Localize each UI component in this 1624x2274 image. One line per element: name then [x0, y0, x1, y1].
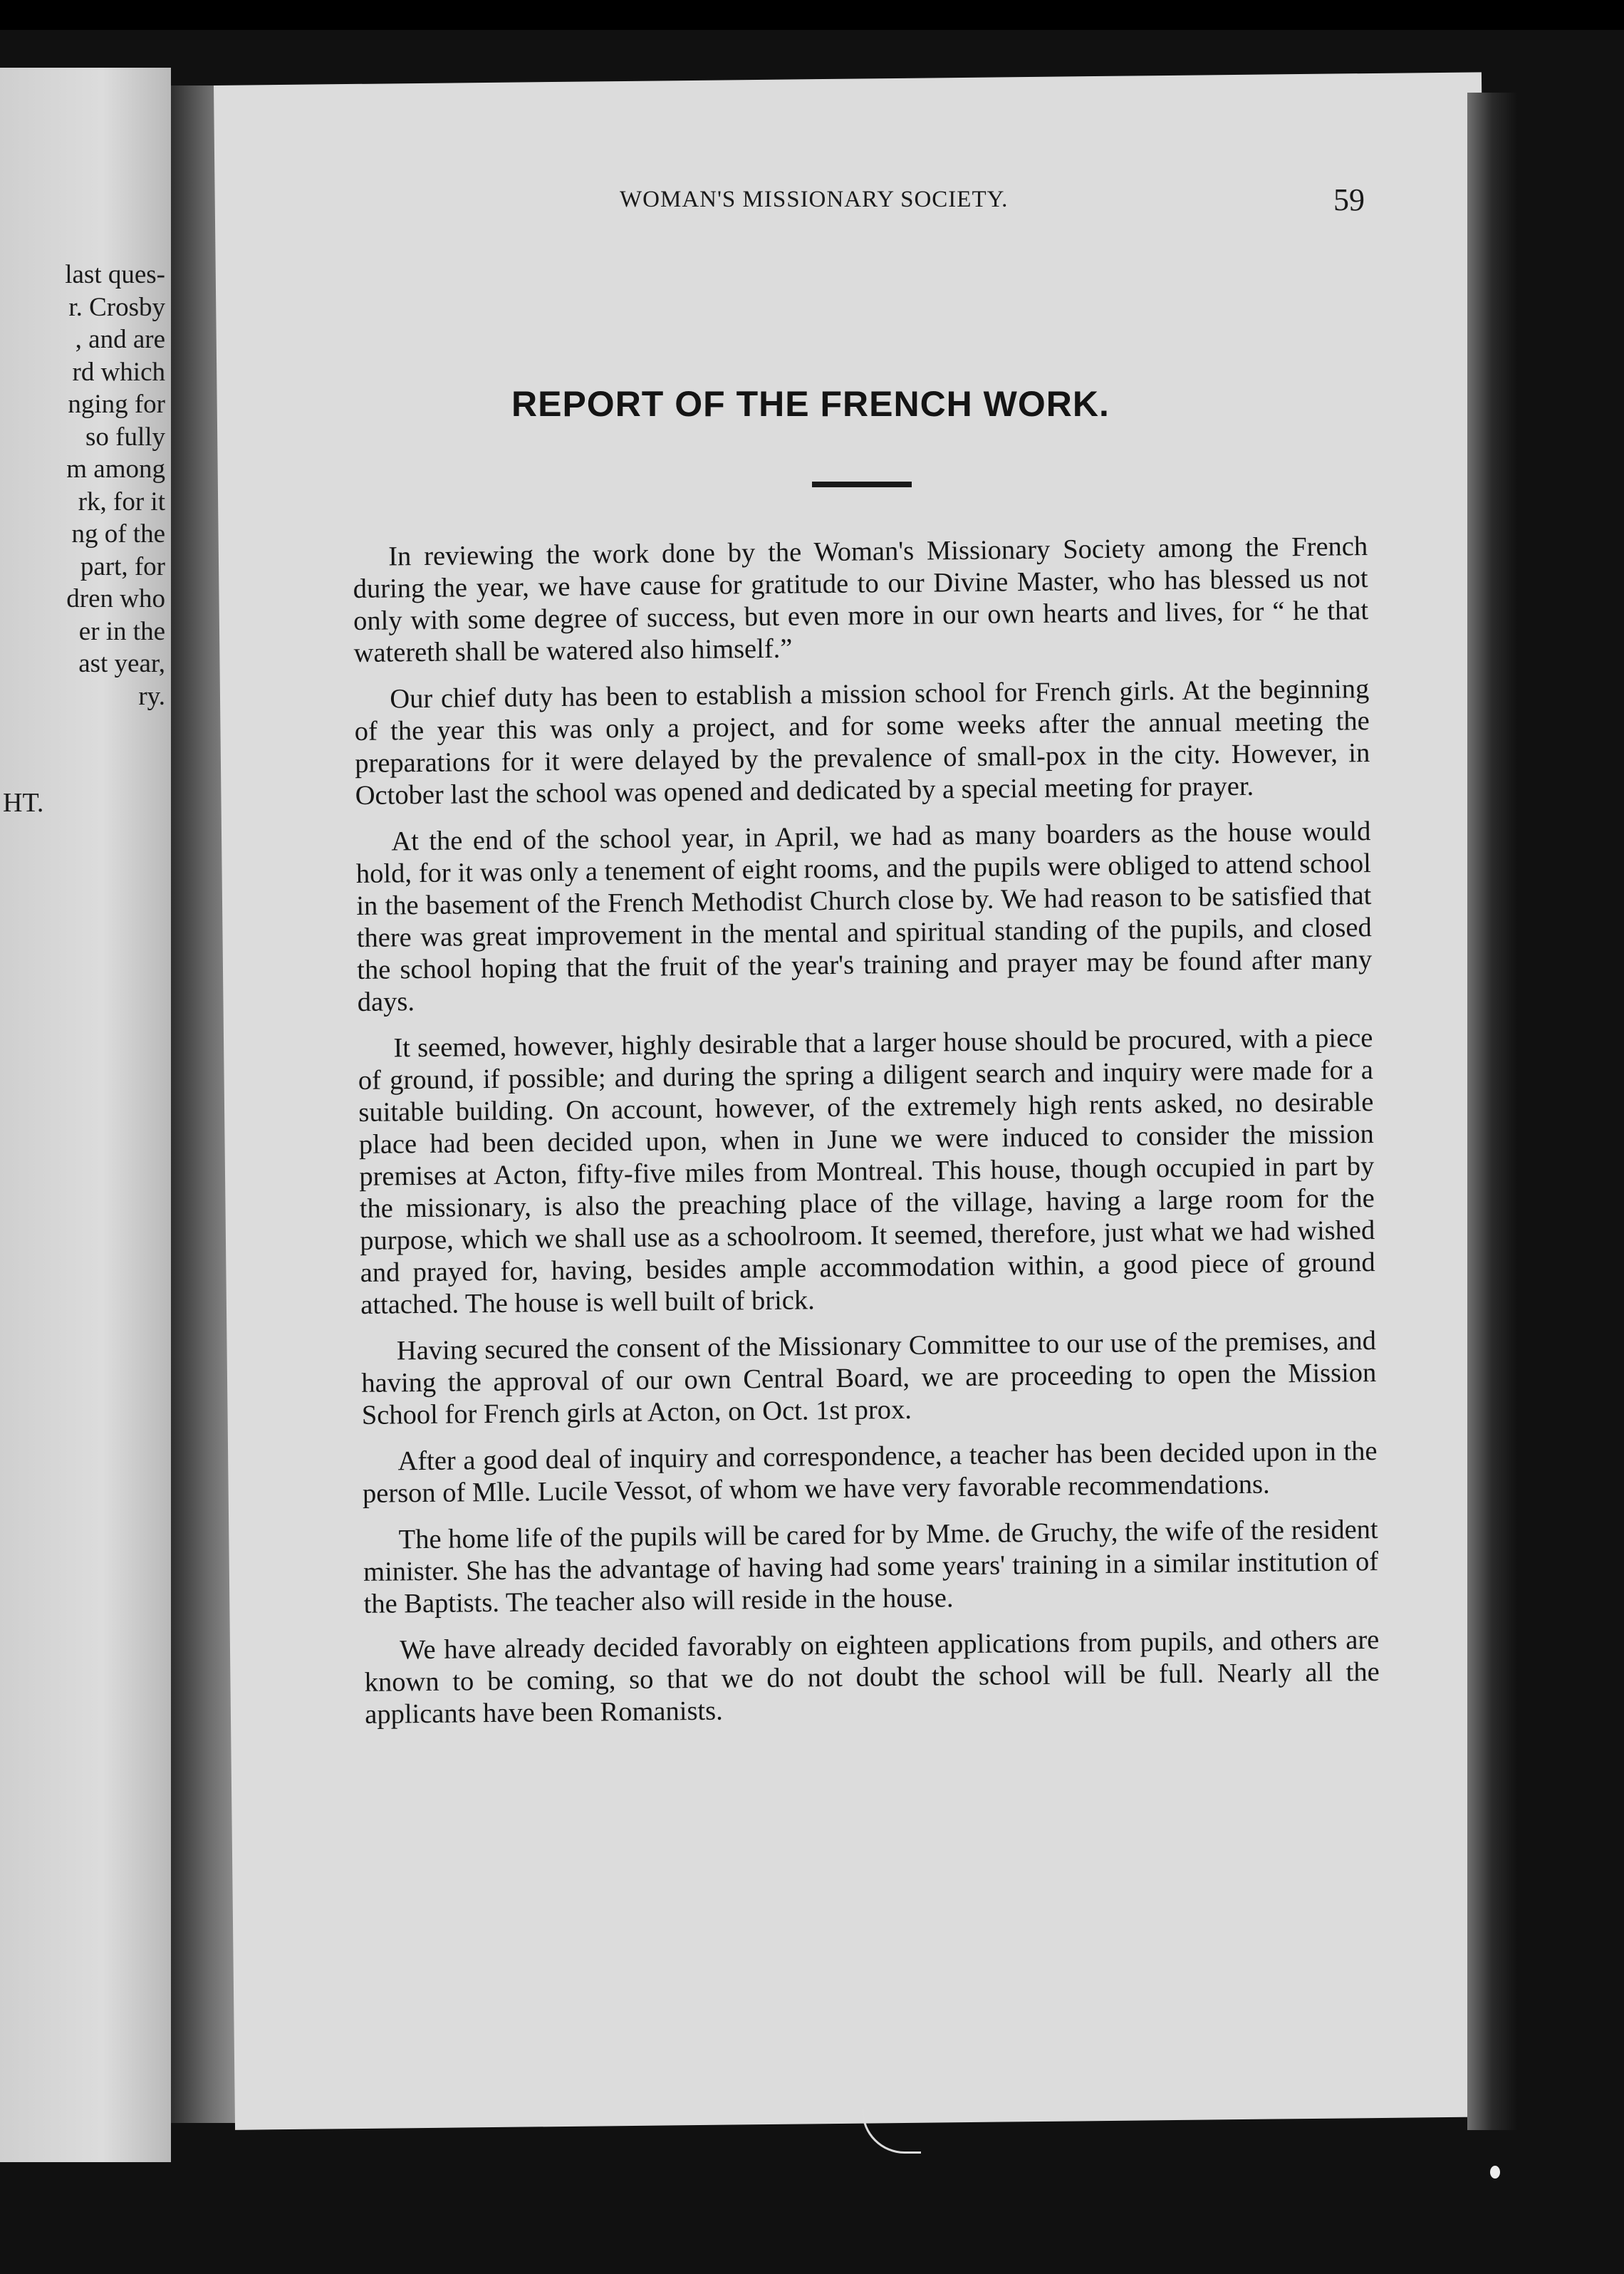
paragraph: It seemed, however, highly desirable that a larger house should be procured, with a piece of ground, if possible; and during the spring a diligent search and inquiry were made for a suitable building. On account, however, of the extremely high rents asked, no desirable place had been decided upon, when in June we were induced to consider the mission premises at Acton, fifty-five miles from Montreal. This house, though occupied in part by the missionary, is also the preaching place of the village, having a large room for the purpose, which we shall use as a schoolroom. It seemed, therefore, just what we had wished and prayed for, having, besides ample accommodation within, a good piece of ground attached. The house is well built of brick.	[358, 1023, 1375, 1320]
paragraph: At the end of the school year, in April, we had as many boarders as the house would hold, for it was only a tenement of eight rooms, and the pupils were obliged to attend school in the basement of the French Methodist Church close by. We had reason to be satisfied that there was great improvement in the mental and spiritual standing of the pupils, and closed the school hoping that the fruit of the year's training and prayer may be found after many days.	[355, 816, 1373, 1017]
left-line: so fully	[85, 422, 165, 452]
left-line: part, for	[80, 551, 165, 581]
paragraph: Our chief duty has been to establish a mission school for French girls. At the beginning of the year this was only a project, and for some weeks after the annual meeting the preparations for it were delayed by the prevalence of small-pox in the city. However, in October last the school was opened and dedicated by a special meeting for prayer.	[354, 674, 1370, 811]
paragraph: The home life of the pupils will be cared for by Mme. de Gruchy, the wife of the resident minister. She has the advantage of having had some years' training in a similar institution of the Baptists. The teacher also will reside in the house.	[363, 1515, 1379, 1619]
running-title: WOMAN'S MISSIONARY SOCIETY.	[620, 187, 1009, 212]
paragraph: After a good deal of inquiry and correspondence, a teacher has been decided upon in the person of Mlle. Lucile Vessot, of whom we have very favorable recommendations.	[362, 1436, 1378, 1509]
left-line: nging for	[68, 390, 165, 419]
left-page	[0, 68, 171, 2162]
left-line: last ques-	[65, 260, 165, 289]
left-line: rk, for it	[78, 487, 165, 516]
left-line: er in the	[78, 616, 165, 646]
scan-artifact	[862, 2109, 921, 2154]
left-line: ry.	[138, 681, 165, 711]
left-line: m among	[66, 455, 165, 484]
film-border	[0, 0, 1624, 30]
article-body	[353, 531, 1380, 1745]
left-line: ng of the	[71, 519, 165, 549]
page-number: 59	[1333, 182, 1365, 217]
article-title: REPORT OF THE FRENCH WORK.	[511, 384, 1110, 424]
paragraph: We have already decided favorably on eighteen applications from pupils, and others are known to be coming, so that we do not doubt the school will be full. Nearly all the applicants have been Romanists.	[364, 1624, 1380, 1730]
title-rule	[812, 482, 912, 487]
page-edge	[1467, 93, 1517, 2130]
paragraph: In reviewing the work done by the Woman's Missionary Society among the French during the year, we have cause for gratitude to our Divine Master, who has blessed us not only with some degree of success, but even more in our own hearts and lives, for “ he that watereth shall be watered also himself.”	[353, 531, 1369, 668]
left-page-heading: HT.	[3, 788, 44, 818]
scan-dot	[1490, 2166, 1500, 2179]
left-line: r. Crosby	[68, 292, 165, 322]
left-line: rd which	[72, 357, 165, 387]
left-page-text	[0, 259, 165, 712]
left-line: ast year,	[78, 649, 165, 678]
paragraph: Having secured the consent of the Missionary Committee to our use of the premises, and having the approval of our own Central Board, we are proceeding to open the Mission School for French girls at Acton, on Oct. 1st prox.	[361, 1326, 1377, 1431]
left-line: dren who	[66, 584, 165, 613]
left-line: , and are	[75, 325, 165, 354]
